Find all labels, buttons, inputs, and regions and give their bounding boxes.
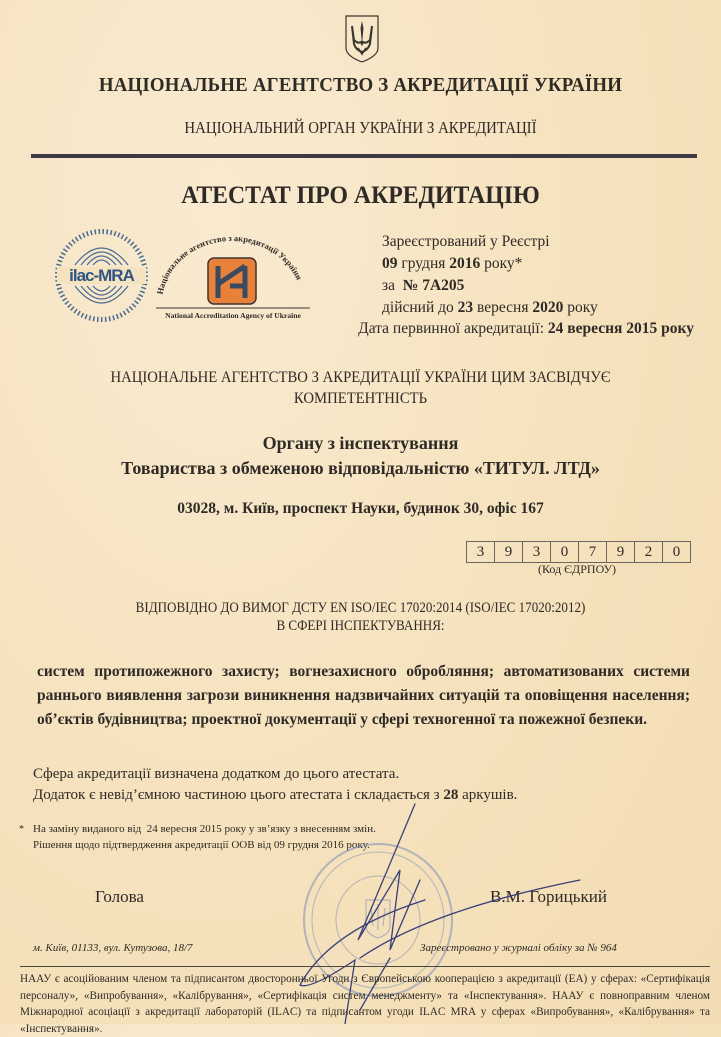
first-accreditation-date: [330, 320, 694, 338]
edrpou-digit: 0: [551, 542, 579, 562]
signatory-position: Голова: [95, 887, 144, 906]
edrpou-digit: 3: [523, 542, 551, 562]
valid-month: вересня: [473, 299, 533, 316]
register-number-prefix: за: [382, 277, 403, 294]
edrpou-code-boxes: [466, 541, 691, 563]
organization-name: Товариства з обмеженою відповідальністю «ТИТУЛ. ЛТД»: [121, 458, 600, 478]
register-number: [382, 275, 598, 297]
first-accr-date: 24 вересня 2015 року: [547, 320, 694, 337]
ilac-logo-text: ilac-MRA: [69, 266, 134, 285]
agency-subtitle: НАЦІОНАЛЬНИЙ ОРГАН УКРАЇНИ З АКРЕДИТАЦІЇ: [184, 118, 537, 137]
edrpou-digit: 0: [672, 544, 681, 560]
header-divider: [31, 154, 697, 158]
register-date: [382, 253, 598, 275]
register-number-value: № 7А205: [402, 277, 465, 294]
naau-logo: [148, 228, 318, 321]
edrpou-digit: 2: [635, 542, 663, 562]
register-date-year: 2016: [449, 255, 481, 272]
register-date-day: 09: [382, 255, 398, 272]
accreditation-scope: систем протипожежного захисту; вогнезахисного обробляння; автоматизованих системи раннього виявлення загрози виникнення надзвичайних ситуацій та оповіщення населення; об’єктів будівництва; проектної документації у сфері техногенної та пожежної безпеки.: [37, 663, 690, 728]
accredited-body: [0, 431, 721, 481]
annex-line-1: Сфера акредитації визначена додатком до цього атестата.: [33, 766, 400, 782]
footnote-line-2: Рішення щодо підтвердження акредитації ООВ від 09 грудня 2016 року.: [33, 839, 370, 851]
register-date-suffix: року*: [480, 255, 523, 272]
organization-address: 03028, м. Київ, проспект Науки, будинок 30, офіс 167: [177, 500, 544, 517]
certificate-title: АТЕСТАТ ПРО АКРЕДИТАЦІЮ: [181, 182, 540, 209]
edrpou-digit: 9: [607, 542, 635, 562]
first-accr-label: Дата первинної акредитації:: [358, 320, 548, 337]
annex-line-2-prefix: Додаток є невід’ємною частиною цього атестата і складається з: [33, 787, 444, 803]
trident-emblem-icon: [344, 14, 380, 64]
edrpou-digit: 3: [467, 542, 495, 562]
ea-ilac-membership-note: НААУ є асоційованим членом та підписантом двосторонньої Угоди з Європейською кооперацією з акредитації (ЕА) у сферах: «Сертифікація персоналу», «Випробування», «Калібрування», «Сертифікація систем менеджменту» та «Інспектування». НААУ є повноправним членом Міжнародної асоціації з акредитації лабораторій (ILAC) та підписантом угоди ILAC MRA у сферах «Випробування», «Калібрування» та «Інспектування».: [20, 973, 710, 1035]
valid-suffix: року: [563, 299, 598, 316]
certifies-statement: [29, 367, 692, 409]
register-line: Зареєстрований у Реєстрі: [382, 233, 550, 250]
edrpou-digit: 9: [495, 542, 523, 562]
footnote-line-1: На заміну виданого від 24 вересня 2015 року у зв’язку з внесенням змін.: [33, 823, 376, 835]
svg-text:National Accreditation Agency: National Accreditation Agency of Ukraine: [165, 311, 301, 320]
requirements-line-2: В СФЕРІ ІНСПЕКТУВАННЯ:: [276, 618, 445, 634]
agency-address: м. Київ, 01133, вул. Кутузова, 18/7: [33, 942, 193, 954]
register-date-month: грудня: [397, 255, 450, 272]
valid-day: 23: [457, 299, 474, 316]
annex-line-2-suffix: аркушів.: [458, 787, 518, 803]
annex-sheet-count: 28: [443, 787, 459, 803]
journal-registration: Зареєстровано у журналі обліку за № 964: [420, 942, 617, 954]
edrpou-label: (Код ЄДРПОУ): [537, 562, 617, 576]
valid-until: [382, 297, 598, 319]
edrpou-digit: 7: [579, 542, 607, 562]
certifies-line-1: НАЦІОНАЛЬНЕ АГЕНТСТВО З АКРЕДИТАЦІЇ УКРАЇНИ ЦИМ ЗАСВІДЧУЄ: [110, 369, 611, 386]
footer-divider: [20, 966, 710, 967]
requirements-line-1: ВІДПОВІДНО ДО ВИМОГ ДСТУ EN ISO/IEC 17020:2014 (ISO/IEC 17020:2012): [135, 600, 586, 616]
svg-text:Національне агентство з акреди: Національне агентство з акредитації України: [154, 232, 305, 296]
valid-year: 2020: [532, 299, 564, 316]
footnote-mark: *: [19, 824, 24, 835]
register-block: [382, 231, 598, 319]
certifies-line-2: КОМПЕТЕНТНІСТЬ: [293, 390, 428, 407]
agency-title: НАЦІОНАЛЬНЕ АГЕНТСТВО З АКРЕДИТАЦІЇ УКРАЇНИ: [98, 74, 623, 96]
body-type: Органу з інспектування: [262, 433, 459, 453]
signatory-name: В.М. Горицький: [490, 887, 607, 906]
valid-prefix: дійсний до: [382, 299, 458, 316]
ilac-mra-logo: [55, 229, 148, 322]
requirements-statement: [36, 599, 685, 635]
